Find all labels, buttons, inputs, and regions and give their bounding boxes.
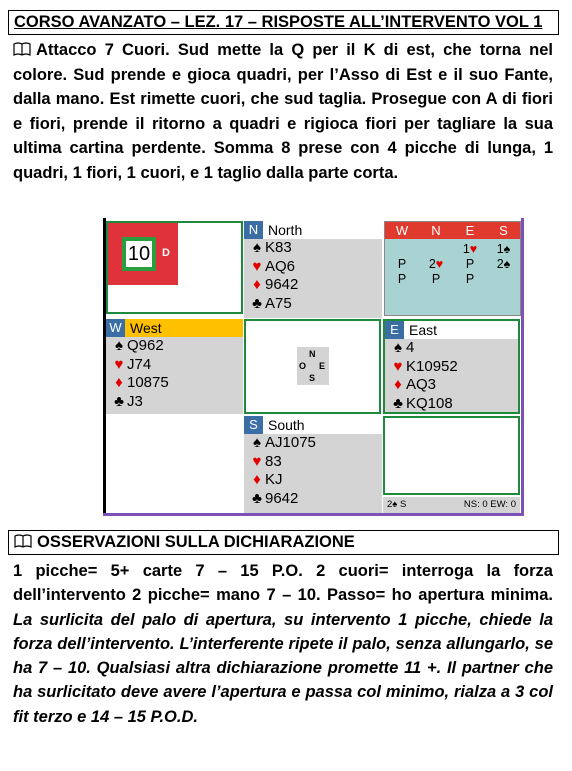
east-diamonds: [385, 376, 518, 395]
auction-bid: P: [465, 257, 475, 271]
east-hearts: [385, 358, 518, 377]
west-spades-cards: Q962: [127, 337, 164, 354]
auction-header-s: S: [499, 223, 508, 238]
west-hearts-cards: J74: [127, 355, 152, 373]
south-clubs: [244, 490, 382, 509]
spade-icon: ♠: [115, 337, 123, 354]
south-hearts-cards: 83: [265, 452, 282, 470]
board-right-border: [521, 218, 524, 516]
east-clubs-cards: KQ108: [406, 394, 453, 412]
east-hand: [383, 319, 520, 414]
observations-italic-text: La surlicita del palo di apertura, su intervento 1 picche, chiede la forza dell’intervento. L’interferente ripete il palo, senza allungarlo, se ha 7 – 10. Qualsiasi altra dichiarazione promette 11 +. Il partner che ha surlicitato deve avere l’apertura e passa col minimo, rialza a 3 col fit terzo e 14 – 15 P.O.D.: [13, 610, 553, 726]
auction-bid: P: [397, 257, 407, 271]
board-number-box: 10: [127, 243, 151, 265]
east-spades-cards: 4: [406, 339, 415, 356]
west-hearts: [106, 356, 243, 375]
auction-header-e: E: [465, 223, 475, 238]
east-header: [385, 321, 518, 339]
auction-bid: 1♠: [496, 242, 511, 256]
heart-icon: ♥: [252, 452, 262, 470]
east-diamonds-cards: AQ3: [406, 376, 437, 393]
east-clubs: [385, 395, 518, 414]
auction-bid: 1♥: [462, 242, 478, 256]
heart-icon: ♥: [114, 355, 124, 373]
compass-south: S: [309, 373, 316, 383]
north-seat-label: N: [244, 221, 263, 239]
compass: [297, 347, 329, 385]
diamond-icon: ♦: [115, 374, 123, 391]
east-spades: [385, 339, 518, 358]
intro-paragraph: [13, 38, 553, 185]
intro-text: Attacco 7 Cuori. Sud mette la Q per il K di est, che torna nel colore. Sud prende e gioca quadri, per l’Asso di Est e il suo Fante, dalla mano. Est rimette cuori, che sud taglia. Prosegue con A di fiori e fiori, prende il ritorno a quadri e rigioca fiori per tagliare la sua ultima cartina perdente. Somma 8 prese con 4 picche di lunga, 1 quadri, 1 fiori, 1 cuori, e 1 taglio dalla parte corta.: [13, 41, 553, 182]
south-name: South: [268, 417, 305, 433]
score-label: NS: 0 EW: 0: [463, 499, 516, 510]
auction-row: [385, 272, 520, 287]
south-clubs-cards: 9642: [265, 489, 299, 507]
observations-bold-text: 1 picche= 5+ carte 7 – 15 P.O. 2 cuori= interroga la forza dell’intervento 2 picche= mano 7 – 10. Passo= ho apertura minima.: [13, 562, 553, 605]
auction-row: [385, 242, 520, 257]
auction-bid: [487, 272, 520, 287]
club-icon: ♣: [252, 294, 262, 312]
board-bottom-border: [103, 513, 524, 516]
west-spades: [106, 337, 243, 356]
south-spades: [244, 434, 382, 453]
diamond-icon: ♦: [394, 376, 402, 393]
result-cell: [383, 416, 520, 495]
west-seat-label: W: [106, 319, 125, 337]
east-name: East: [409, 322, 438, 338]
west-header: [106, 319, 243, 337]
auction-row: [385, 257, 520, 272]
board-number-cell: [106, 221, 243, 314]
auction-bid: P: [397, 272, 407, 286]
compass-east: E: [319, 361, 326, 371]
auction-bid: P: [465, 272, 475, 286]
south-header: [244, 416, 382, 434]
north-clubs-cards: A75: [265, 294, 292, 312]
south-hearts: [244, 453, 382, 472]
west-hand: [106, 319, 243, 414]
north-header: [244, 221, 382, 239]
compass-north: N: [309, 349, 316, 359]
auction-header-w: W: [395, 223, 409, 238]
auction-header: [385, 222, 520, 239]
east-seat-label: E: [385, 321, 404, 339]
south-hand: [244, 416, 382, 513]
west-diamonds-cards: 10875: [127, 374, 169, 391]
spade-icon: ♠: [253, 434, 261, 451]
north-diamonds: [244, 276, 382, 295]
north-diamonds-cards: 9642: [265, 276, 299, 293]
auction-bid: [419, 242, 453, 257]
compass-west: O: [299, 361, 307, 371]
auction-box: [384, 221, 521, 316]
south-diamonds-cards: KJ: [265, 471, 283, 488]
diamond-icon: ♦: [253, 276, 261, 293]
west-diamonds: [106, 374, 243, 393]
north-hearts-cards: AQ6: [265, 257, 296, 275]
observations-paragraph: [13, 559, 553, 729]
spade-icon: ♠: [253, 239, 261, 256]
club-icon: ♣: [393, 394, 403, 412]
spade-icon: ♠: [394, 339, 402, 356]
book-icon: [13, 42, 31, 56]
club-icon: ♣: [252, 489, 262, 507]
south-diamonds: [244, 471, 382, 490]
south-seat-label: S: [244, 416, 263, 434]
result-footer: [383, 497, 520, 513]
auction-bid: [385, 242, 419, 257]
diamond-icon: ♦: [253, 471, 261, 488]
north-hand: [244, 221, 382, 318]
east-hearts-cards: K10952: [406, 357, 458, 375]
north-clubs: [244, 295, 382, 314]
section-title-box: [8, 530, 559, 555]
dealer-marker: D: [162, 247, 170, 259]
page-title-box: [8, 10, 559, 35]
west-clubs-cards: J3: [127, 392, 143, 410]
compass-cell: [244, 319, 381, 414]
auction-bid: 2♥: [428, 257, 444, 271]
north-name: North: [268, 222, 303, 238]
west-name: West: [130, 320, 162, 336]
auction-bid: 2♠: [496, 257, 511, 271]
west-clubs: [106, 393, 243, 412]
heart-icon: ♥: [393, 357, 403, 375]
heart-icon: ♥: [252, 257, 262, 275]
north-spades: [244, 239, 382, 258]
north-spades-cards: K83: [265, 239, 292, 256]
auction-bid: P: [431, 272, 441, 286]
book-icon: [14, 534, 32, 548]
page-title: CORSO AVANZATO – LEZ. 17 – RISPOSTE ALL’INTERVENTO VOL 1: [14, 13, 543, 31]
contract-label: 2♠ S: [387, 499, 407, 510]
south-spades-cards: AJ1075: [265, 434, 316, 451]
bridge-board: [103, 218, 524, 516]
auction-header-n: N: [431, 223, 441, 238]
north-hearts: [244, 258, 382, 277]
vulnerability-indicator: [108, 223, 178, 285]
section-title: OSSERVAZIONI SULLA DICHIARAZIONE: [37, 533, 355, 551]
club-icon: ♣: [114, 392, 124, 410]
